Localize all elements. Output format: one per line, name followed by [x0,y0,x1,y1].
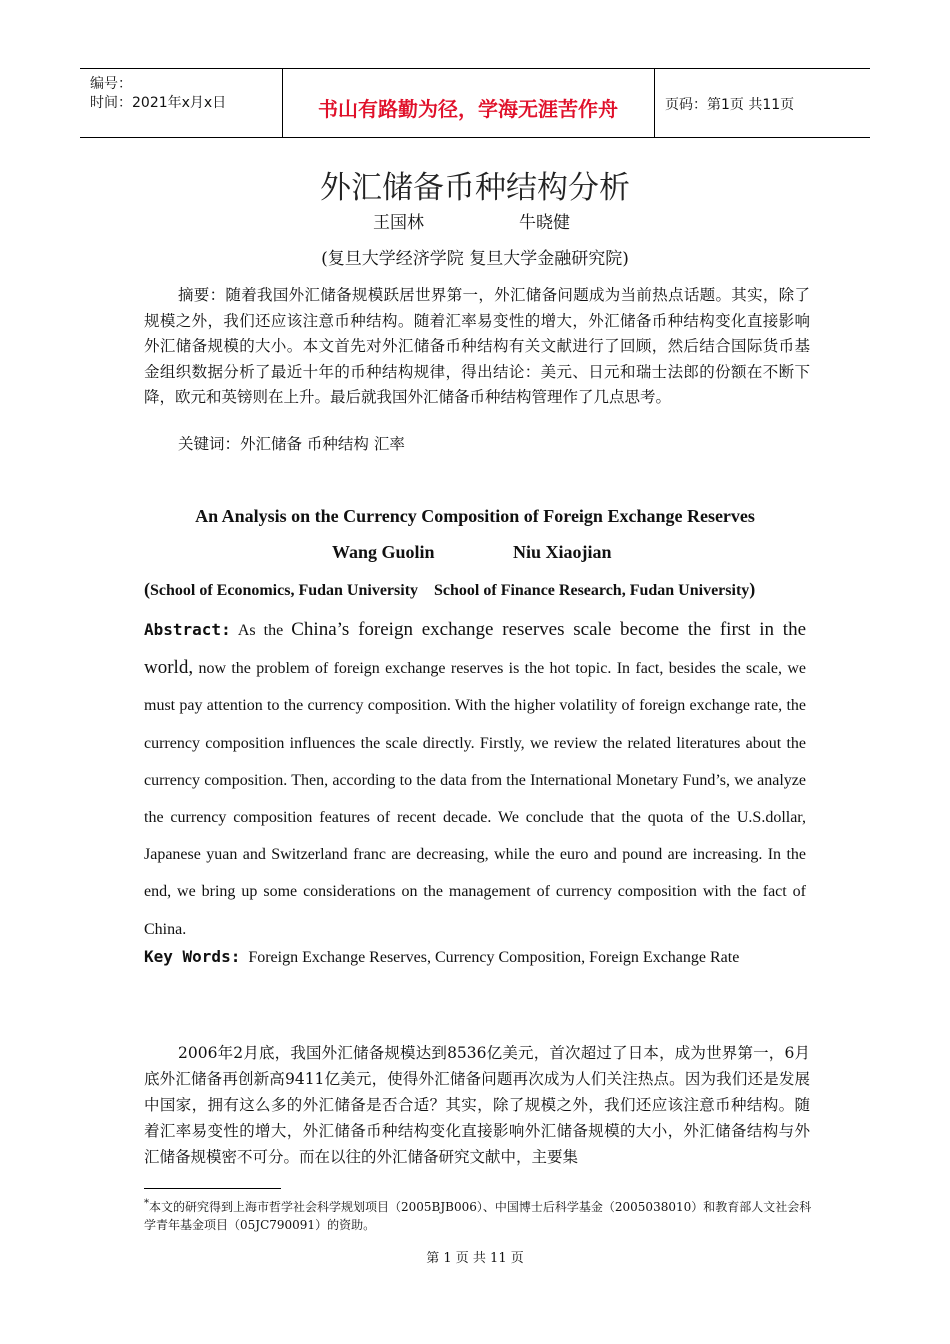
header-page-cell [655,69,870,137]
affiliation-en-open: ( [144,579,150,599]
title-en: An Analysis on the Currency Composition of Foreign Exchange Reserves [195,506,755,526]
affiliation-en [144,579,755,600]
author-en-1: Wang Guolin [332,542,435,562]
keywords-en-label: Key Words: [144,947,241,966]
abstract-en-text: now the problem of foreign exchange reserves is the hot topic. In fact, besides the scale, we must pay attention to the currency composition. With the higher volatility of foreign exchange rate, the currency composition influences the scale directly. Firstly, we review the related literatures about the currency composition. Then, according to the data from the International Monetary Fund’s, we analyze the currency composition features of recent decade. We conclude that the quota of the U.S.dollar, Japanese yuan and Switzerland franc are decreasing, while the euro and pound are increasing. In the end, we bring up some considerations on the management of currency composition with the fact of China. [144,660,807,938]
code-label: 编号： [90,76,132,92]
page-footer: 第 1 页 共 11 页 [426,1251,524,1266]
abstract-en-label: Abstract: [144,620,231,639]
keywords-en-text: Foreign Exchange Reserves, Currency Composition, Foreign Exchange Rate [248,949,740,966]
page-code: 页码：第1页 共11页 [665,97,795,113]
abstract-en-lead-big: China’s foreign exchange reserves scale become the first in the world, [144,619,807,679]
author-cn-2: 牛晓健 [519,213,570,233]
footnote-divider [144,1188,281,1189]
author-en-2: Niu Xiaojian [513,542,612,562]
footnote [144,1195,814,1234]
affiliation-cn: (复旦大学经济学院 复旦大学金融研究院) [321,249,629,269]
abstract-en [144,611,806,948]
document-header [80,68,870,138]
affiliation-en-text: School of Economics, Fudan University School of Finance Research, Fudan University [150,582,750,599]
body-paragraph: 2006年2月底，我国外汇储备规模达到8536亿美元，首次超过了日本，成为世界第一，6月底外汇储备再创新高9411亿美元，使得外汇储备问题再次成为人们关注热点。因为我们还是发展中国家，拥有这么多的外汇储备是否合适？其实，除了规模之外，我们还应该注意币种结构。随着汇率易变性的增大，外汇储备币种结构变化直接影响外汇储备规模的大小，外汇储备结构与外汇储备规模密不可分。而在以往的外汇储备研究文献中，主要集 [144,1044,810,1166]
header-motto-cell [282,69,655,137]
affiliation-en-close: ) [749,579,756,599]
motto: 书山有路勤为径，学海无涯苦作舟 [318,97,618,121]
abstract-cn: 摘要：随着我国外汇储备规模跃居世界第一，外汇储备问题成为当前热点话题。其实，除了规模之外，我们还应该注意币种结构。随着汇率易变性的增大，外汇储备币种结构变化直接影响外汇储备规模的大小。本文首先对外汇储备币种结构有关文献进行了回顾，然后结合国际货币基金组织数据分析了最近十年的币种结构规律，得出结论：美元、日元和瑞士法郎的份额在不断下降，欧元和英镑则在上升。最后就我国外汇储备币种结构管理作了几点思考。 [144,286,810,406]
keywords-en [144,947,739,967]
page-title: 外汇储备币种结构分析 [320,170,630,206]
author-cn-1: 王国林 [373,213,424,233]
footnote-mark: * [144,1198,149,1209]
keywords-cn: 关键词：外汇储备 币种结构 汇率 [178,435,405,453]
footnote-text: 本文的研究得到上海市哲学社会科学规划项目（2005BJB006）、中国博士后科学基金（2005038010）和教育部人文社会科学青年基金项目（05JC790091）的资助。 [144,1200,812,1232]
header-meta-cell [80,69,283,137]
abstract-en-lead-small: As the [237,622,284,639]
time-label: 时间：2021年x月x日 [90,95,227,111]
